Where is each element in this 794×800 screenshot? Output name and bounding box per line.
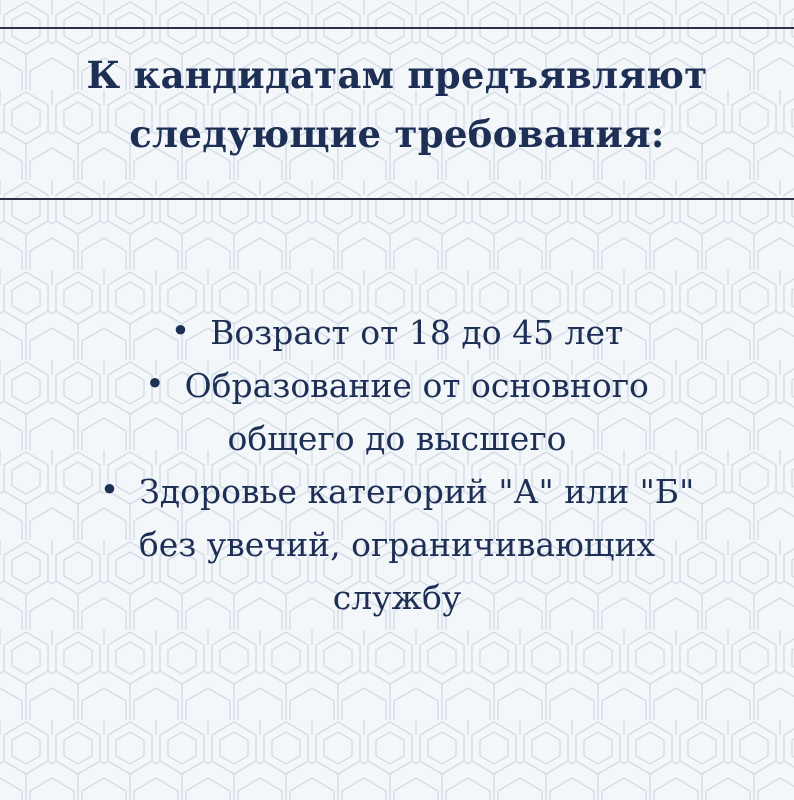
requirement-education <box>0 359 794 465</box>
page-title <box>0 46 794 164</box>
requirement-text: Здоровье категорий "А" или "Б" <box>139 472 695 511</box>
top-divider <box>0 27 794 29</box>
requirement-line: без увечий, ограничивающих <box>138 525 656 564</box>
requirement-line: службу <box>332 578 462 617</box>
requirement-age <box>0 306 794 359</box>
requirement-text: Образование от основного <box>184 366 649 405</box>
requirement-line <box>0 465 794 518</box>
title-line-2: следующие требования: <box>129 112 665 156</box>
bullet-icon: • <box>99 470 120 509</box>
requirement-line <box>0 359 794 412</box>
requirement-health <box>0 465 794 624</box>
requirement-text: Возраст от 18 до 45 лет <box>210 313 624 352</box>
requirement-line <box>0 306 794 359</box>
bullet-icon: • <box>145 364 165 403</box>
title-line-1: К кандидатам предъявляют <box>86 53 708 97</box>
bottom-divider <box>0 198 794 200</box>
bullet-icon: • <box>170 311 191 350</box>
requirements-list <box>0 306 794 624</box>
requirement-line: общего до высшего <box>227 419 567 458</box>
